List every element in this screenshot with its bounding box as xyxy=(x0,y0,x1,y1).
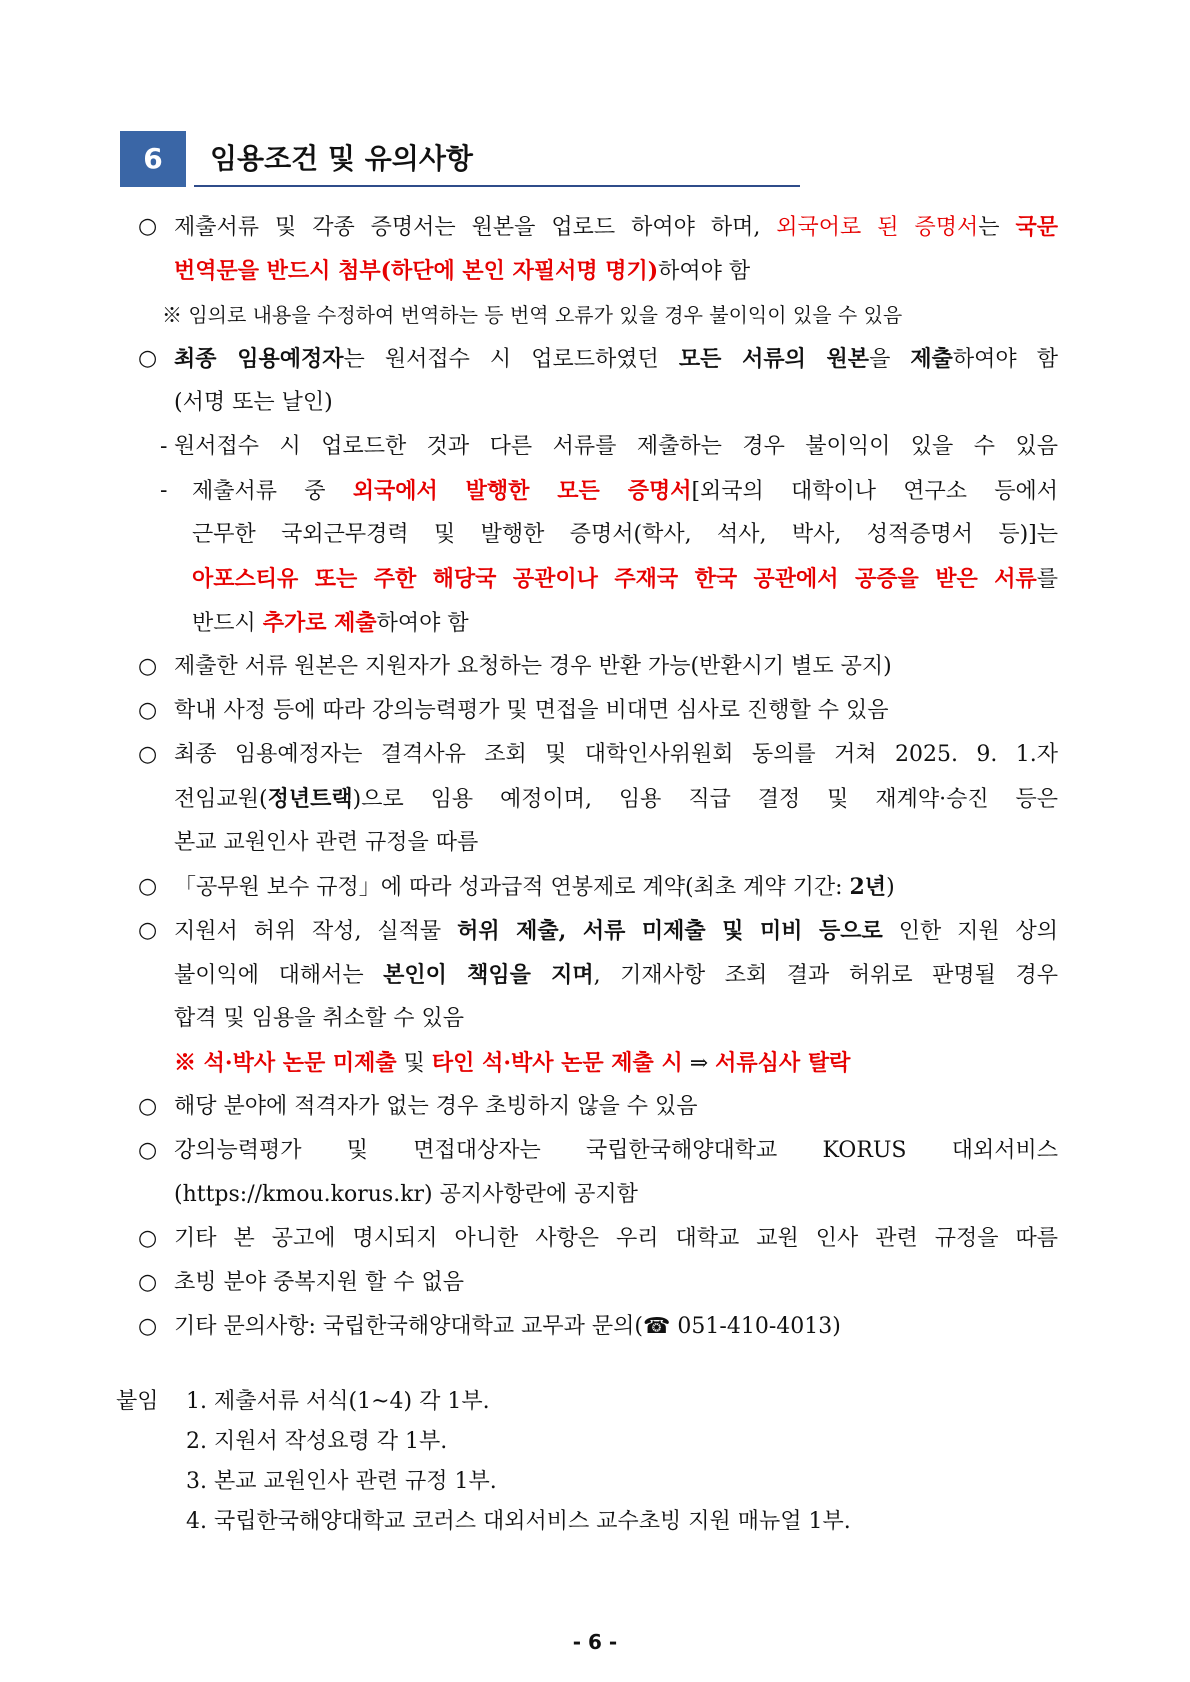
bullet-icon: ○ xyxy=(138,742,158,767)
list-item-final-originals-cont: (서명 또는 날인) xyxy=(174,390,333,415)
section-body xyxy=(138,205,1058,1349)
list-item-remote-review: ○ 학내 사정 등에 따라 강의능력평가 및 면접을 비대면 심사로 진행할 수 있음 xyxy=(138,689,1058,733)
phone-icon: ☎ xyxy=(643,1314,671,1339)
note-icon: ※ xyxy=(162,303,182,327)
bullet-icon: ○ xyxy=(138,698,158,723)
list-item-return: ○ 제출한 서류 원본은 지원자가 요청하는 경우 반환 가능(반환시기 별도 공지) xyxy=(138,645,1058,689)
attachment-item: 2. 지원서 작성요령 각 1부. xyxy=(186,1429,448,1454)
attachments xyxy=(116,1382,1016,1542)
dash-item-foreign-certs: - 제출서류 중 외국에서 발행한 모든 증명서[외국의 대학이나 연구소 등에서 xyxy=(138,469,1058,513)
note-translation: ※ 임의로 내용을 수정하여 번역하는 등 번역 오류가 있을 경우 불이익이 있을 수 있음 xyxy=(162,303,903,327)
section-number-badge: 6 xyxy=(120,131,186,187)
list-item-no-qualified: ○ 해당 분야에 적격자가 없는 경우 초빙하지 않을 수 있음 xyxy=(138,1085,1058,1129)
list-item-false-claims-cont2: 합격 및 임용을 취소할 수 있음 xyxy=(174,1006,464,1031)
bullet-icon: ○ xyxy=(138,1226,158,1251)
attachment-item: 3. 본교 교원인사 관련 규정 1부. xyxy=(186,1469,497,1494)
list-item-false-claims: ○ 지원서 허위 작성, 실적물 허위 제출, 서류 미제출 및 미비 등으로 인한 지원 상의 xyxy=(138,909,1058,953)
list-item-upload-cont: 번역문을 반드시 첨부(하단에 본인 자필서명 명기)하여야 함 xyxy=(174,258,751,284)
dash-item-different-docs: - 원서접수 시 업로드한 것과 다른 서류를 제출하는 경우 불이익이 있을 수 있음 xyxy=(138,425,1058,469)
list-item-false-claims-cont1: 불이익에 대해서는 본인이 책임을 지며, 기재사항 조회 결과 허위로 판명될 경우 xyxy=(174,962,1058,988)
dash-item-foreign-certs-cont1: 근무한 국외근무경력 및 발행한 증명서(학사, 석사, 박사, 성적증명서 등)]는 xyxy=(192,522,1058,547)
page-number: - 6 - xyxy=(572,1630,618,1654)
bullet-icon: ○ xyxy=(138,1270,158,1295)
list-item-lecture-eval-cont: (https://kmou.korus.kr) 공지사항란에 공지함 xyxy=(174,1182,638,1207)
list-item-lecture-eval: ○ 강의능력평가 및 면접대상자는 국립한국해양대학교 KORUS 대외서비스 xyxy=(138,1129,1058,1173)
list-item-contract: ○ 「공무원 보수 규정」에 따라 성과급적 연봉제로 계약(최초 계약 기간: 2년) xyxy=(138,865,1058,909)
list-item-appointment-cont2: 본교 교원인사 관련 규정을 따름 xyxy=(174,830,479,855)
bullet-icon: ○ xyxy=(138,1314,158,1339)
bullet-icon: ○ xyxy=(138,346,158,371)
bullet-icon: ○ xyxy=(138,918,158,943)
list-item-contact: ○ 기타 문의사항: 국립한국해양대학교 교무과 문의(☎ 051-410-4013) xyxy=(138,1305,1058,1349)
section-header xyxy=(120,131,800,187)
bullet-icon: ○ xyxy=(138,874,158,899)
bullet-icon: ○ xyxy=(138,1138,158,1163)
section-underline xyxy=(194,185,800,187)
list-item-appointment-cont1: 전임교원(정년트랙)으로 임용 예정이며, 임용 직급 결정 및 재계약·승진 등은 xyxy=(174,786,1058,812)
section-title: 임용조건 및 유의사항 xyxy=(210,142,473,175)
dash-item-foreign-certs-cont3: 반드시 추가로 제출하여야 함 xyxy=(192,610,469,636)
list-item-etc: ○ 기타 본 공고에 명시되지 아니한 사항은 우리 대학교 교원 인사 관련 규정을 따름 xyxy=(138,1217,1058,1261)
dash-icon: - xyxy=(160,478,168,503)
attachment-item: 4. 국립한국해양대학교 코러스 대외서비스 교수초빙 지원 매뉴얼 1부. xyxy=(186,1509,851,1534)
list-item-duplicate: ○ 초빙 분야 중복지원 할 수 없음 xyxy=(138,1261,1058,1305)
bullet-icon: ○ xyxy=(138,214,158,239)
list-item-upload: ○ 제출서류 및 각종 증명서는 원본을 업로드 하여야 하며, 외국어로 된 증명서는 국문 xyxy=(138,205,1058,249)
dash-icon: - xyxy=(160,434,168,459)
list-item-final-originals: ○ 최종 임용예정자는 원서접수 시 업로드하였던 모든 서류의 원본을 제출하여야 함 xyxy=(138,337,1058,381)
bullet-icon: ○ xyxy=(138,1094,158,1119)
warning-thesis: ※ 석·박사 논문 미제출 및 타인 석·박사 논문 제출 시 ⇒ 서류심사 탈락 xyxy=(174,1050,851,1076)
attachments-label: 붙임 xyxy=(116,1389,159,1414)
dash-item-foreign-certs-cont2: 아포스티유 또는 주한 해당국 공관이나 주재국 한국 공관에서 공증을 받은 서류를 xyxy=(192,566,1058,592)
attachment-item: 붙임 1. 제출서류 서식(1~4) 각 1부. xyxy=(116,1382,1016,1422)
bullet-icon: ○ xyxy=(138,654,158,679)
list-item-appointment: ○ 최종 임용예정자는 결격사유 조회 및 대학인사위원회 동의를 거쳐 2025. 9. 1.자 xyxy=(138,733,1058,777)
